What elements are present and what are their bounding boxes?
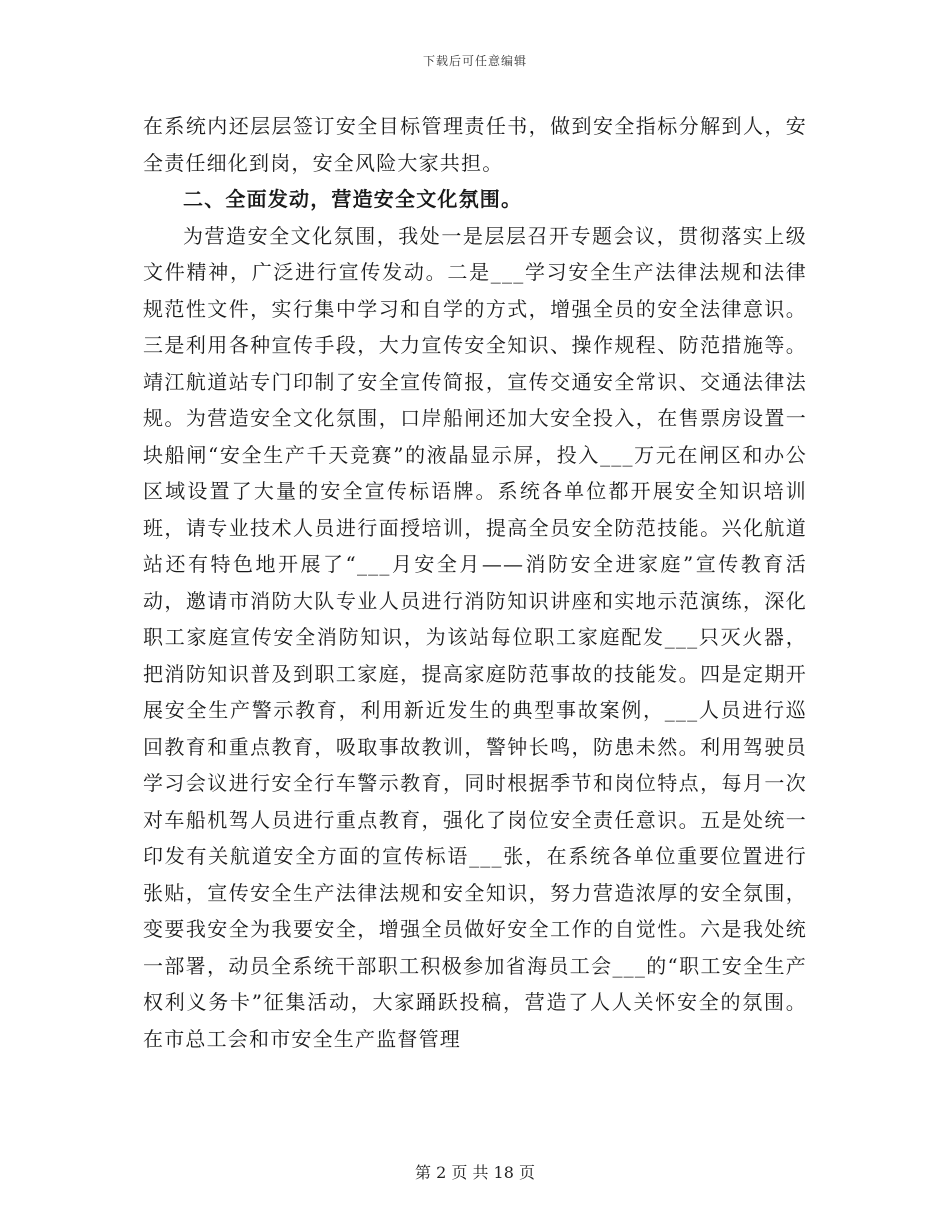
page-footer-indicator: 第 2 页 共 18 页 [415,1163,535,1182]
document-body [143,108,807,1057]
section-heading: 二、全面发动，营造安全文化氛围。 [183,187,523,211]
paragraph-continuation: 在系统内还层层签订安全目标管理责任书，做到安全指标分解到人，安全责任细化到岗，安全风险大家共担。 [143,114,807,175]
paragraph-body: 为营造安全文化氛围，我处一是层层召开专题会议，贯彻落实上级文件精神，广泛进行宣传发动。二是___学习安全生产法律法规和法律规范性文件，实行集中学习和自学的方式，增强全员的安全法律意识。三是利用各种宣传手段，大力宣传安全知识、操作规程、防范措施等。靖江航道站专门印制了安全宣传简报，宣传交通安全常识、交通法律法规。为营造安全文化氛围，口岸船闸还加大安全投入，在售票房设置一块船闸“安全生产千天竞赛”的液晶显示屏，投入___万元在闸区和办公区域设置了大量的安全宣传标语牌。系统各单位都开展安全知识培训班，请专业技术人员进行面授培训，提高全员安全防范技能。兴化航道站还有特色地开展了“___月安全月——消防安全进家庭”宣传教育活动，邀请市消防大队专业人员进行消防知识讲座和实地示范演练，深化职工家庭宣传安全消防知识，为该站每位职工家庭配发___只灭火器，把消防知识普及到职工家庭，提高家庭防范事故的技能发。四是定期开展安全生产警示教育，利用新近发生的典型事故案例，___人员进行巡回教育和重点教育，吸取事故教训，警钟长鸣，防患未然。利用驾驶员学习会议进行安全行车警示教育，同时根据季节和岗位特点，每月一次对车船机驾人员进行重点教育，强化了岗位安全责任意识。五是处统一印发有关航道安全方面的宣传标语___张，在系统各单位重要位置进行张贴，宣传安全生产法律法规和安全知识，努力营造浓厚的安全氛围，变要我安全为我要安全，增强全员做好安全工作的自觉性。六是我处统一部署，动员全系统干部职工积极参加省海员工会___的“职工安全生产权利义务卡”征集活动，大家踊跃投稿，营造了人人关怀安全的氛围。在市总工会和市安全生产监督管理 [143,223,807,1051]
page-header-note: 下载后可任意编辑 [422,54,527,68]
